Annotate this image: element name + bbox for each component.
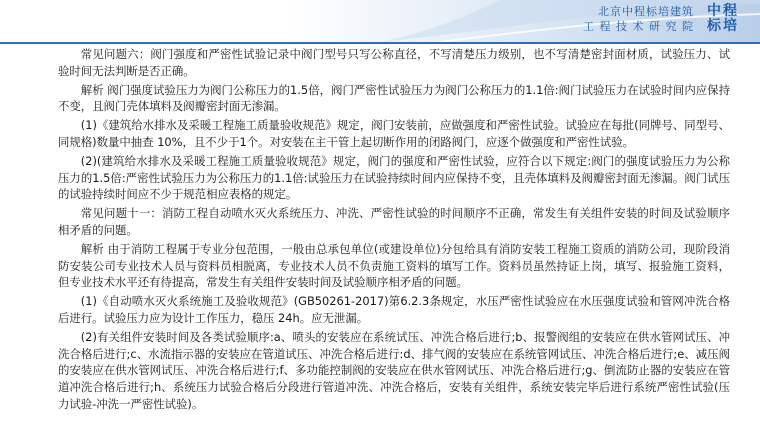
logo-text-line2: 标培	[707, 18, 739, 34]
org-name-line2: 工 程 技 术 研 究 院	[583, 20, 694, 33]
paragraph-analysis-11: 解析 由于消防工程属于专业分包范围，一般由总承包单位(或建设单位)分包给具有消防安装工程施工资质的消防公司，现阶段消防安装公司专业技术人员与资料员相脱离，专业技术人员不负责施工资料的填写工作。资料员虽然持证上岗，填写、报验施工资料，但专业技术水平还有待提高，常发生有关组件安装时间及试验顺序相矛盾的问题。	[58, 241, 730, 290]
paragraph-11-point-1: (1)《自动喷水灭火系统施工及验收规范》(GB50261-2017)第6.2.3条规定，水压严密性试验应在水压强度试验和管网冲洗合格后进行。试验压力应为设计工作压力，稳压 24h。应无泄漏。	[58, 294, 730, 325]
logo-text-line1: 中程	[707, 3, 739, 19]
paragraph-6-point-1: (1)《建筑给水排水及采暖工程施工质量验收规范》规定，阀门安装前，应做强度和严密性试验。试验应在每批(同牌号、同型号、同规格)数量中抽查 10%，且不少于1个。对安装在主干管上起切断作用的闭路阀门，应逐个做强度和严密性试验。	[58, 118, 730, 149]
paragraph-problem-6: 常见问题六：阀门强度和严密性试验记录中阀门型号只写公称直径，不写清楚压力级别，也不写清楚密封面材质，试验压力、试验时间无法判断是否正确。	[58, 47, 730, 78]
company-logo	[700, 4, 746, 38]
paragraph-analysis-6: 解析 阀门强度试验压力为阀门公称压力的1.5倍，阀门严密性试验压力为阀门公称压力的1.1倍:阀门试验压力在试验时间内应保持不变，且阀门壳体填料及阀瓣密封面无渗漏。	[58, 82, 730, 114]
paragraph-problem-11: 常见问题十一：消防工程自动喷水灭火系统压力、冲洗、严密性试验的时间顺序不正确，常发生有关组件安装的时间及试验顺序相矛盾的问题。	[58, 206, 730, 237]
org-name-line1: 北京中程标培建筑	[598, 5, 694, 18]
organization-name	[583, 4, 694, 34]
page-header	[0, 0, 760, 44]
paragraph-11-point-2: (2)有关组件安装时间及各类试验顺序:a、喷头的安装应在系统试压、冲洗合格后进行;b、报警阀组的安装应在供水管网试压、冲洗合格后进行;c、水流指示器的安装应在管道试压、冲洗合格后进行:d、排气阀的安装应在系统管网试压、冲洗合格后进行;e、减压阀的安装应在供水管网试压、冲洗合格后进行;f、多功能控制阀的安装应在供水管网试压、冲洗合格后进行;g、倒流防止器的安装应在管道冲洗合格后进行;h、系统压力试验合格后分段进行管道冲洗、冲洗合格后，安装有关组件，系统安装完毕后进行系统严密性试验(压力试验-冲洗一严密性试验)。	[58, 329, 730, 411]
paragraph-6-point-2: (2)(建筑给水排水及采暖工程施工质量验收规范》规定，阀门的强度和严密性试验，应符合以下规定:阀门的强度试验压力为公称压力的1.5倍:严密性试验压力为公称压力的1.1倍:试验压力在试验持续时间内应保持不变，且壳体填料及阀瓣密封面无渗漏。阀门试压的试验持续时间应不少于规范相应表格的规定。	[58, 153, 730, 202]
document-body	[58, 46, 730, 415]
